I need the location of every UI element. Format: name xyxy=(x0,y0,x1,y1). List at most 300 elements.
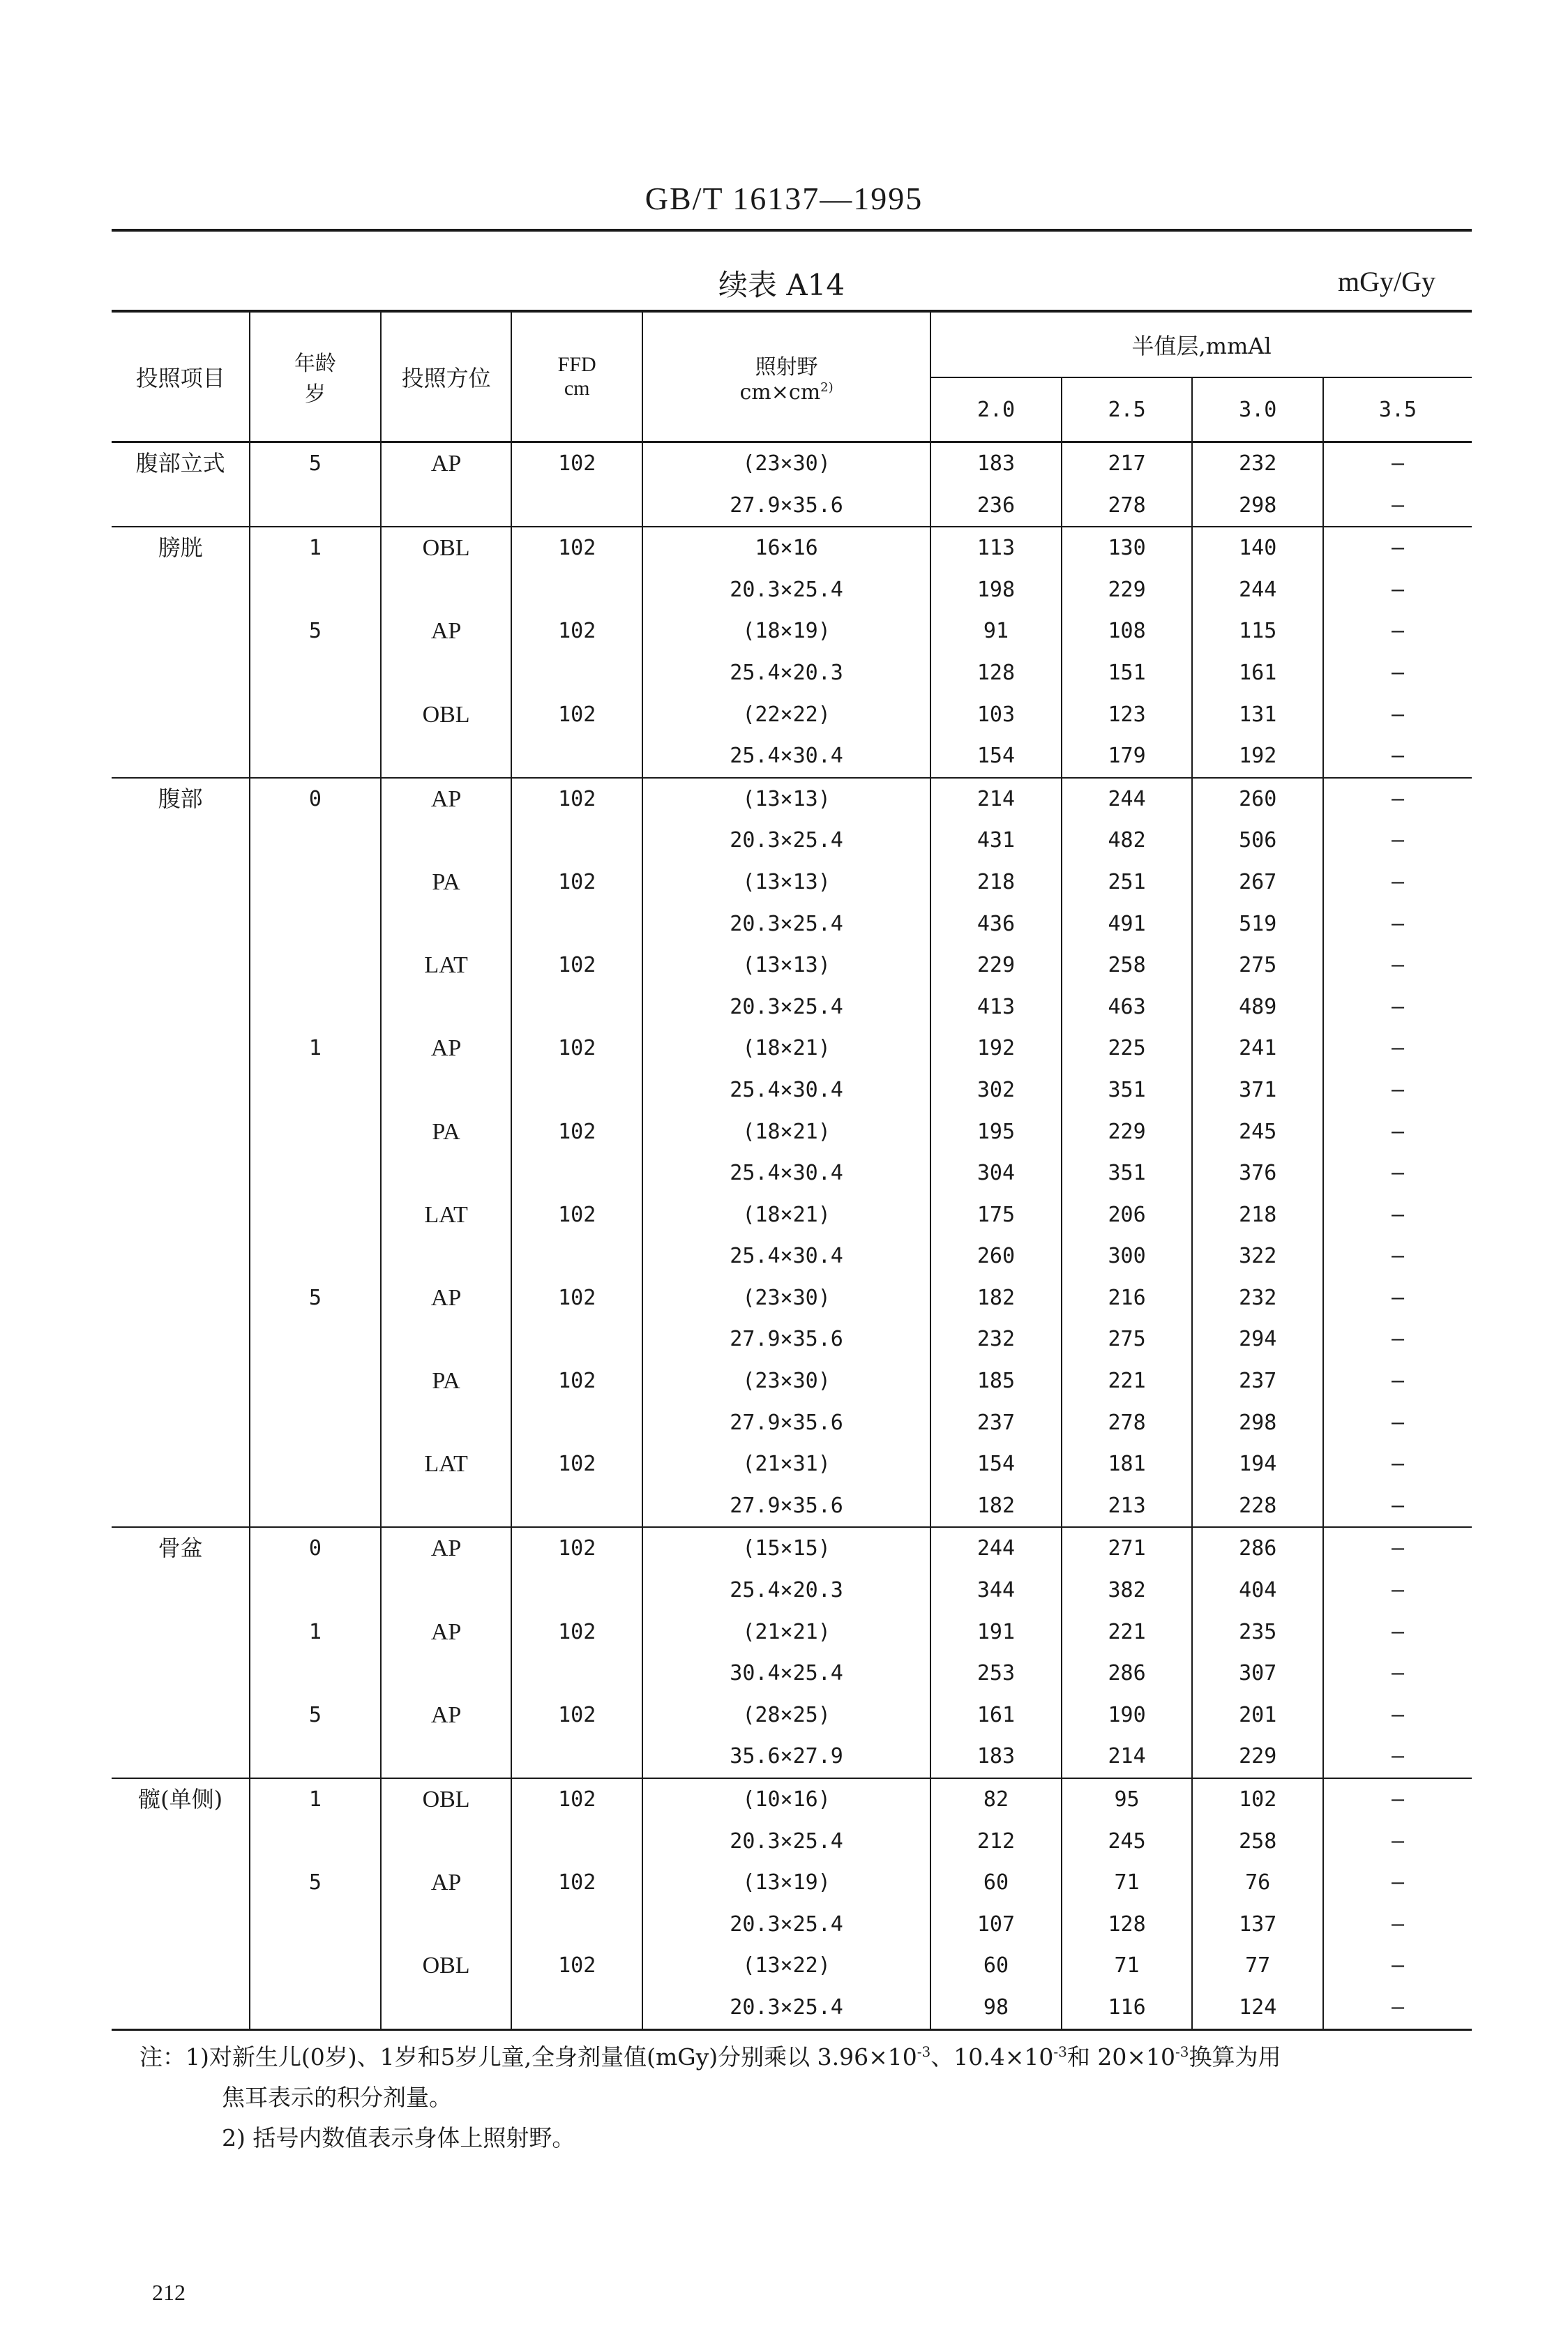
cell-direction xyxy=(381,569,512,611)
cell-hvl-2-5: 275 xyxy=(1062,1318,1193,1360)
cell-field: (13×22) xyxy=(642,1945,930,1987)
cell-hvl-3-0: 192 xyxy=(1192,735,1323,778)
cell-age xyxy=(250,1194,381,1236)
cell-hvl-2-0: 98 xyxy=(930,1987,1062,2029)
cell-direction: AP xyxy=(381,442,512,485)
header-rule xyxy=(112,229,1472,232)
table-row xyxy=(112,1653,1472,1695)
cell-hvl-2-5: 300 xyxy=(1062,1235,1193,1277)
cell-direction xyxy=(381,1821,512,1863)
cell-hvl-2-0: 183 xyxy=(930,442,1062,485)
cell-hvl-3-5: — xyxy=(1391,1870,1405,1895)
header-age-line2: 岁 xyxy=(304,382,326,407)
cell-age xyxy=(250,485,381,527)
table-row xyxy=(112,820,1472,862)
cell-field: 25.4×30.4 xyxy=(642,1069,930,1111)
cell-ffd: 102 xyxy=(511,862,642,903)
cell-field: (28×25) xyxy=(642,1695,930,1736)
cell-field: 25.4×30.4 xyxy=(642,735,930,778)
cell-project xyxy=(112,1028,250,1069)
table-row xyxy=(112,862,1472,903)
cell-hvl-2-0: 260 xyxy=(930,1235,1062,1277)
cell-ffd xyxy=(511,1736,642,1778)
cell-field: 25.4×30.4 xyxy=(642,1235,930,1277)
table-body xyxy=(112,442,1472,2030)
cell-age xyxy=(250,735,381,778)
cell-ffd xyxy=(511,1318,642,1360)
cell-age xyxy=(250,1485,381,1528)
cell-direction xyxy=(381,1152,512,1194)
cell-direction xyxy=(381,986,512,1028)
cell-field: (13×13) xyxy=(642,778,930,820)
cell-age xyxy=(250,1653,381,1695)
table-row xyxy=(112,1612,1472,1653)
cell-project xyxy=(112,1194,250,1236)
cell-project xyxy=(112,1862,250,1904)
cell-direction xyxy=(381,1904,512,1946)
cell-hvl-2-0: 195 xyxy=(930,1111,1062,1153)
cell-direction: AP xyxy=(381,1277,512,1319)
cell-hvl-2-5: 95 xyxy=(1062,1778,1193,1821)
header-ffd-line1: FFD xyxy=(557,353,596,376)
cell-project xyxy=(112,986,250,1028)
cell-direction: LAT xyxy=(381,1194,512,1236)
table-row xyxy=(112,778,1472,820)
cell-hvl-3-5: — xyxy=(1391,1244,1405,1269)
cell-field: 16×16 xyxy=(642,527,930,569)
cell-hvl-2-5: 151 xyxy=(1062,652,1193,694)
cell-field: (23×30) xyxy=(642,442,930,485)
cell-direction xyxy=(381,1987,512,2029)
cell-ffd: 102 xyxy=(511,610,642,652)
cell-hvl-3-5: — xyxy=(1391,1452,1405,1477)
cell-hvl-3-0: 260 xyxy=(1192,778,1323,820)
table-row xyxy=(112,1443,1472,1485)
table-row xyxy=(112,652,1472,694)
cell-hvl-3-0: 506 xyxy=(1192,820,1323,862)
cell-hvl-2-0: 214 xyxy=(930,778,1062,820)
cell-hvl-2-0: 237 xyxy=(930,1402,1062,1444)
cell-field: 20.3×25.4 xyxy=(642,1987,930,2029)
cell-hvl-3-5: — xyxy=(1391,869,1405,894)
cell-field: 25.4×20.3 xyxy=(642,1570,930,1612)
table-row xyxy=(112,1862,1472,1904)
cell-project xyxy=(112,1736,250,1778)
cell-ffd xyxy=(511,1653,642,1695)
table-header xyxy=(112,311,1472,442)
cell-hvl-3-0: 218 xyxy=(1192,1194,1323,1236)
cell-hvl-3-5: — xyxy=(1391,1202,1405,1227)
cell-hvl-2-5: 130 xyxy=(1062,527,1193,569)
cell-ffd xyxy=(511,1821,642,1863)
cell-age xyxy=(250,1360,381,1402)
cell-ffd: 102 xyxy=(511,527,642,569)
cell-hvl-2-5: 258 xyxy=(1062,945,1193,986)
cell-field: 20.3×25.4 xyxy=(642,1904,930,1946)
cell-age xyxy=(250,1402,381,1444)
header-project: 投照项目 xyxy=(112,311,250,442)
cell-ffd xyxy=(511,1485,642,1528)
cell-hvl-3-5: — xyxy=(1391,1828,1405,1854)
cell-age: 5 xyxy=(250,1277,381,1319)
dose-table xyxy=(112,310,1472,2031)
cell-hvl-3-5: — xyxy=(1391,1077,1405,1102)
cell-project xyxy=(112,1277,250,1319)
cell-field: (18×19) xyxy=(642,610,930,652)
cell-project xyxy=(112,1318,250,1360)
cell-hvl-2-0: 431 xyxy=(930,820,1062,862)
cell-hvl-3-5: — xyxy=(1391,1578,1405,1603)
cell-hvl-2-5: 71 xyxy=(1062,1945,1193,1987)
cell-direction xyxy=(381,1318,512,1360)
cell-age xyxy=(250,1318,381,1360)
cell-hvl-3-5: — xyxy=(1391,1619,1405,1644)
cell-hvl-2-5: 225 xyxy=(1062,1028,1193,1069)
cell-direction: OBL xyxy=(381,1945,512,1987)
cell-direction xyxy=(381,1402,512,1444)
cell-project xyxy=(112,903,250,945)
header-hvl-value: 3.0 xyxy=(1192,377,1323,442)
cell-hvl-2-5: 244 xyxy=(1062,778,1193,820)
cell-ffd xyxy=(511,735,642,778)
cell-direction: AP xyxy=(381,1612,512,1653)
cell-hvl-2-0: 175 xyxy=(930,1194,1062,1236)
cell-direction: LAT xyxy=(381,945,512,986)
cell-hvl-2-0: 244 xyxy=(930,1527,1062,1570)
cell-hvl-2-0: 302 xyxy=(930,1069,1062,1111)
cell-hvl-3-0: 137 xyxy=(1192,1904,1323,1946)
table-row xyxy=(112,1069,1472,1111)
cell-ffd: 102 xyxy=(511,1778,642,1821)
cell-ffd xyxy=(511,820,642,862)
cell-project xyxy=(112,862,250,903)
table-row xyxy=(112,1904,1472,1946)
cell-hvl-3-0: 404 xyxy=(1192,1570,1323,1612)
cell-hvl-3-0: 307 xyxy=(1192,1653,1323,1695)
cell-field: (21×31) xyxy=(642,1443,930,1485)
cell-field: (21×21) xyxy=(642,1612,930,1653)
table-row xyxy=(112,1778,1472,1821)
cell-hvl-3-0: 194 xyxy=(1192,1443,1323,1485)
cell-direction: PA xyxy=(381,862,512,903)
table-row xyxy=(112,610,1472,652)
table-row xyxy=(112,694,1472,736)
cell-hvl-3-5: — xyxy=(1391,493,1405,518)
cell-direction xyxy=(381,1570,512,1612)
cell-hvl-2-0: 113 xyxy=(930,527,1062,569)
cell-hvl-2-0: 60 xyxy=(930,1862,1062,1904)
cell-project xyxy=(112,694,250,736)
cell-hvl-3-5: — xyxy=(1391,1369,1405,1394)
cell-age: 1 xyxy=(250,1612,381,1653)
cell-field: 35.6×27.9 xyxy=(642,1736,930,1778)
table-row xyxy=(112,903,1472,945)
cell-ffd: 102 xyxy=(511,1277,642,1319)
cell-field: 20.3×25.4 xyxy=(642,820,930,862)
footnotes xyxy=(140,2031,1472,2158)
cell-project: 骨盆 xyxy=(112,1527,250,1570)
cell-project xyxy=(112,1485,250,1528)
cell-direction: OBL xyxy=(381,694,512,736)
cell-project xyxy=(112,1111,250,1153)
cell-project xyxy=(112,1653,250,1695)
cell-hvl-2-0: 107 xyxy=(930,1904,1062,1946)
cell-direction xyxy=(381,485,512,527)
cell-field: 20.3×25.4 xyxy=(642,903,930,945)
cell-hvl-3-0: 235 xyxy=(1192,1612,1323,1653)
cell-hvl-2-5: 278 xyxy=(1062,1402,1193,1444)
cell-ffd: 102 xyxy=(511,1194,642,1236)
cell-hvl-2-0: 253 xyxy=(930,1653,1062,1695)
cell-project: 腹部 xyxy=(112,778,250,820)
cell-age xyxy=(250,1904,381,1946)
footnote-1-exponent: -3 xyxy=(917,2043,931,2060)
cell-ffd: 102 xyxy=(511,1443,642,1485)
cell-hvl-3-0: 294 xyxy=(1192,1318,1323,1360)
cell-hvl-3-5: — xyxy=(1391,828,1405,853)
cell-field: (13×13) xyxy=(642,862,930,903)
cell-ffd: 102 xyxy=(511,1360,642,1402)
cell-age xyxy=(250,986,381,1028)
header-field-line2 xyxy=(643,380,930,405)
cell-hvl-3-0: 298 xyxy=(1192,485,1323,527)
cell-hvl-3-0: 286 xyxy=(1192,1527,1323,1570)
cell-direction xyxy=(381,903,512,945)
cell-hvl-3-0: 76 xyxy=(1192,1862,1323,1904)
header-field-footnote-ref: 2) xyxy=(820,380,834,395)
cell-hvl-3-5: — xyxy=(1391,953,1405,978)
cell-age xyxy=(250,694,381,736)
cell-hvl-2-0: 191 xyxy=(930,1612,1062,1653)
cell-hvl-3-0: 519 xyxy=(1192,903,1323,945)
cell-direction xyxy=(381,820,512,862)
cell-hvl-3-0: 298 xyxy=(1192,1402,1323,1444)
cell-age xyxy=(250,1443,381,1485)
cell-hvl-3-5: — xyxy=(1323,527,1472,569)
cell-hvl-2-5: 190 xyxy=(1062,1695,1193,1736)
cell-hvl-2-0: 344 xyxy=(930,1570,1062,1612)
cell-project xyxy=(112,1570,250,1612)
cell-hvl-2-5: 245 xyxy=(1062,1821,1193,1863)
cell-direction xyxy=(381,1069,512,1111)
cell-hvl-2-0: 128 xyxy=(930,652,1062,694)
cell-direction: AP xyxy=(381,1862,512,1904)
cell-ffd xyxy=(511,1235,642,1277)
cell-field: (23×30) xyxy=(642,1277,930,1319)
cell-hvl-2-5: 251 xyxy=(1062,862,1193,903)
table-unit: mGy/Gy xyxy=(1338,266,1435,297)
cell-hvl-2-0: 192 xyxy=(930,1028,1062,1069)
cell-hvl-2-0: 182 xyxy=(930,1485,1062,1528)
cell-hvl-3-5: — xyxy=(1391,1285,1405,1310)
cell-hvl-2-0: 182 xyxy=(930,1277,1062,1319)
cell-hvl-2-5: 382 xyxy=(1062,1570,1193,1612)
cell-age xyxy=(250,1570,381,1612)
header-hvl-value: 2.0 xyxy=(930,377,1062,442)
footnote-1-text-b: 、10.4×10 xyxy=(930,2043,1054,2071)
cell-hvl-3-0: 124 xyxy=(1192,1987,1323,2029)
cell-hvl-3-0: 229 xyxy=(1192,1736,1323,1778)
cell-hvl-2-5: 271 xyxy=(1062,1527,1193,1570)
cell-hvl-3-5: — xyxy=(1391,1410,1405,1435)
cell-age xyxy=(250,903,381,945)
cell-field: (10×16) xyxy=(642,1778,930,1821)
footnote-1-continued: 焦耳表示的积分剂量。 xyxy=(222,2084,452,2111)
cell-hvl-2-5: 128 xyxy=(1062,1904,1193,1946)
cell-hvl-2-5: 217 xyxy=(1062,442,1193,485)
table-row xyxy=(112,1736,1472,1778)
table-row xyxy=(112,1485,1472,1528)
table-row xyxy=(112,1821,1472,1863)
cell-hvl-2-5: 221 xyxy=(1062,1612,1193,1653)
cell-field: (18×21) xyxy=(642,1028,930,1069)
cell-age xyxy=(250,1736,381,1778)
footnote-1-text-d: 换算为用 xyxy=(1189,2043,1281,2071)
cell-project xyxy=(112,1987,250,2029)
cell-ffd xyxy=(511,652,642,694)
cell-direction: LAT xyxy=(381,1443,512,1485)
cell-field: 27.9×35.6 xyxy=(642,1485,930,1528)
cell-hvl-2-5: 351 xyxy=(1062,1152,1193,1194)
cell-hvl-3-5: — xyxy=(1391,911,1405,936)
cell-hvl-3-5: — xyxy=(1391,994,1405,1019)
table-row xyxy=(112,735,1472,778)
table-row xyxy=(112,1152,1472,1194)
cell-hvl-3-5: — xyxy=(1323,1778,1472,1821)
cell-age: 5 xyxy=(250,610,381,652)
cell-field: 20.3×25.4 xyxy=(642,569,930,611)
cell-age xyxy=(250,569,381,611)
cell-direction: AP xyxy=(381,778,512,820)
table-row xyxy=(112,1945,1472,1987)
cell-hvl-3-5: — xyxy=(1323,442,1472,485)
cell-ffd xyxy=(511,1402,642,1444)
cell-field: (15×15) xyxy=(642,1527,930,1570)
cell-hvl-2-5: 229 xyxy=(1062,569,1193,611)
cell-project: 腹部立式 xyxy=(112,442,250,485)
cell-project xyxy=(112,1069,250,1111)
header-age xyxy=(250,311,381,442)
cell-direction: AP xyxy=(381,610,512,652)
standard-code: GB/T 16137—1995 xyxy=(644,181,924,216)
table-row xyxy=(112,442,1472,485)
cell-hvl-3-5: — xyxy=(1391,1493,1405,1518)
cell-hvl-3-5: — xyxy=(1391,660,1405,685)
table-row xyxy=(112,1318,1472,1360)
table-row xyxy=(112,1987,1472,2029)
cell-project xyxy=(112,945,250,986)
page-number: 212 xyxy=(152,2280,186,2305)
table-row xyxy=(112,1111,1472,1153)
cell-direction: AP xyxy=(381,1527,512,1570)
cell-hvl-3-0: 267 xyxy=(1192,862,1323,903)
cell-hvl-3-5: — xyxy=(1391,577,1405,602)
header-hvl: 半值层,mmAl xyxy=(930,311,1472,377)
cell-hvl-3-0: 232 xyxy=(1192,1277,1323,1319)
cell-age: 1 xyxy=(250,1028,381,1069)
table-row xyxy=(112,527,1472,569)
cell-hvl-3-0: 489 xyxy=(1192,986,1323,1028)
cell-project xyxy=(112,735,250,778)
cell-hvl-3-0: 77 xyxy=(1192,1945,1323,1987)
cell-project xyxy=(112,1821,250,1863)
cell-ffd: 102 xyxy=(511,694,642,736)
cell-hvl-2-5: 491 xyxy=(1062,903,1193,945)
cell-ffd xyxy=(511,1570,642,1612)
footnote-1-exponent: -3 xyxy=(1053,2043,1067,2060)
cell-hvl-3-0: 115 xyxy=(1192,610,1323,652)
cell-ffd xyxy=(511,1987,642,2029)
cell-age: 5 xyxy=(250,442,381,485)
cell-hvl-3-5: — xyxy=(1391,619,1405,644)
table-row xyxy=(112,1402,1472,1444)
cell-age: 0 xyxy=(250,1527,381,1570)
cell-project: 膀胱 xyxy=(112,527,250,569)
cell-age xyxy=(250,820,381,862)
table-row xyxy=(112,1235,1472,1277)
cell-project xyxy=(112,1612,250,1653)
cell-field: (13×19) xyxy=(642,1862,930,1904)
table-row xyxy=(112,1695,1472,1736)
cell-hvl-3-0: 232 xyxy=(1192,442,1323,485)
header-ffd xyxy=(511,311,642,442)
table-row xyxy=(112,569,1472,611)
cell-hvl-2-0: 413 xyxy=(930,986,1062,1028)
header-field-line1: 照射野 xyxy=(755,354,818,380)
cell-age xyxy=(250,1152,381,1194)
cell-project xyxy=(112,1402,250,1444)
cell-field: 20.3×25.4 xyxy=(642,1821,930,1863)
table-row xyxy=(112,1194,1472,1236)
footnote-1-text-c: 和 20×10 xyxy=(1066,2043,1175,2071)
cell-hvl-3-0: 258 xyxy=(1192,1821,1323,1863)
cell-hvl-2-5: 179 xyxy=(1062,735,1193,778)
cell-age: 0 xyxy=(250,778,381,820)
cell-hvl-3-0: 376 xyxy=(1192,1152,1323,1194)
cell-field: 20.3×25.4 xyxy=(642,986,930,1028)
cell-field: (18×21) xyxy=(642,1111,930,1153)
cell-ffd xyxy=(511,1069,642,1111)
cell-ffd xyxy=(511,903,642,945)
cell-direction xyxy=(381,1235,512,1277)
cell-hvl-3-5: — xyxy=(1323,1527,1472,1570)
cell-direction xyxy=(381,735,512,778)
cell-project xyxy=(112,1152,250,1194)
cell-hvl-2-0: 82 xyxy=(930,1778,1062,1821)
cell-ffd: 102 xyxy=(511,1612,642,1653)
cell-hvl-3-0: 371 xyxy=(1192,1069,1323,1111)
table-row xyxy=(112,1570,1472,1612)
cell-hvl-3-0: 322 xyxy=(1192,1235,1323,1277)
cell-direction xyxy=(381,1653,512,1695)
cell-project xyxy=(112,1235,250,1277)
cell-project xyxy=(112,652,250,694)
header-direction: 投照方位 xyxy=(381,311,512,442)
cell-field: (13×13) xyxy=(642,945,930,986)
cell-hvl-2-5: 463 xyxy=(1062,986,1193,1028)
cell-project xyxy=(112,485,250,527)
cell-age xyxy=(250,945,381,986)
cell-hvl-2-5: 71 xyxy=(1062,1862,1193,1904)
cell-hvl-3-0: 237 xyxy=(1192,1360,1323,1402)
cell-hvl-3-5: — xyxy=(1391,1702,1405,1727)
cell-hvl-2-0: 218 xyxy=(930,862,1062,903)
cell-hvl-2-5: 123 xyxy=(1062,694,1193,736)
cell-ffd: 102 xyxy=(511,442,642,485)
cell-hvl-2-0: 212 xyxy=(930,1821,1062,1863)
cell-hvl-3-5: — xyxy=(1323,778,1472,820)
cell-ffd xyxy=(511,986,642,1028)
